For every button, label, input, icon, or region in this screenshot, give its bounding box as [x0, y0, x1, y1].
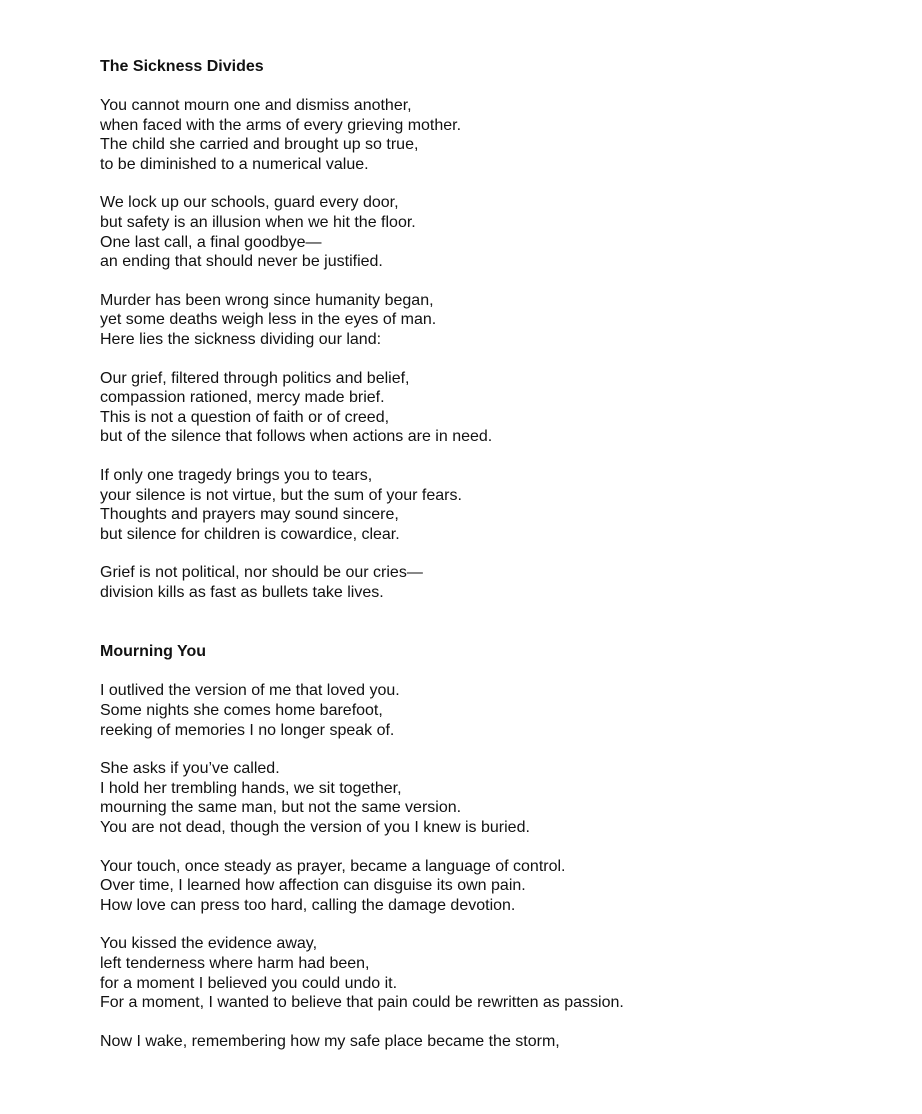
- stanza: [100, 934, 900, 1012]
- stanza: [100, 369, 900, 447]
- poem-line: We lock up our schools, guard every door,: [100, 194, 399, 212]
- poem-line: an ending that should never be justified.: [100, 253, 383, 271]
- poem-line: I outlived the version of me that loved you.: [100, 682, 400, 700]
- poem-line: Murder has been wrong since humanity began,: [100, 291, 434, 309]
- poem-title: The Sickness Divides: [100, 58, 264, 75]
- poem-line: Some nights she comes home barefoot,: [100, 702, 383, 720]
- poem-line: Your touch, once steady as prayer, became a language of control.: [100, 857, 566, 875]
- poem-line: to be diminished to a numerical value.: [100, 155, 369, 173]
- poem-line: when faced with the arms of every grieving mother.: [100, 116, 462, 134]
- poem-line: your silence is not virtue, but the sum of your fears.: [100, 486, 462, 504]
- poem-line: You are not dead, though the version of you I knew is buried.: [100, 819, 530, 837]
- stanza: [100, 466, 900, 544]
- poem-line: For a moment, I wanted to believe that pain could be rewritten as passion.: [100, 994, 624, 1012]
- poem-line: Over time, I learned how affection can disguise its own pain.: [100, 877, 526, 895]
- poem-line: Our grief, filtered through politics and belief,: [100, 369, 410, 387]
- poem-line: She asks if you’ve called.: [100, 760, 280, 778]
- document-page: [100, 57, 900, 1070]
- stanza: [100, 1032, 900, 1052]
- poem-mourning-you: [100, 642, 900, 1051]
- poem-line: If only one tragedy brings you to tears,: [100, 466, 373, 484]
- poem-line: This is not a question of faith or of creed,: [100, 408, 390, 426]
- stanza: [100, 291, 900, 350]
- stanza: [100, 759, 900, 837]
- stanza: [100, 563, 900, 602]
- poem-line: but of the silence that follows when actions are in need.: [100, 428, 493, 446]
- poem-line: left tenderness where harm had been,: [100, 955, 370, 972]
- poem-line: division kills as fast as bullets take lives.: [100, 583, 384, 601]
- poem-line: but safety is an illusion when we hit the floor.: [100, 213, 416, 231]
- poem-line: mourning the same man, but not the same version.: [100, 799, 462, 817]
- stanza: [100, 857, 900, 916]
- poem-line: The child she carried and brought up so true,: [100, 136, 419, 154]
- stanza: [100, 193, 900, 271]
- poem-line: How love can press too hard, calling the damage devotion.: [100, 896, 516, 914]
- poem-line: yet some deaths weigh less in the eyes of man.: [100, 311, 437, 329]
- poem-line: reeking of memories I no longer speak of.: [100, 721, 395, 739]
- stanza: [100, 96, 900, 174]
- poem-line: Thoughts and prayers may sound sincere,: [100, 506, 399, 524]
- poem-the-sickness-divides: [100, 57, 900, 602]
- poem-line: but silence for children is cowardice, clear.: [100, 525, 400, 543]
- poem-line: You cannot mourn one and dismiss another,: [100, 97, 412, 114]
- poem-line: compassion rationed, mercy made brief.: [100, 389, 385, 407]
- poem-line: One last call, a final goodbye—: [100, 233, 322, 251]
- poem-line: for a moment I believed you could undo it.: [100, 974, 398, 992]
- poem-line: Now I wake, remembering how my safe place became the storm,: [100, 1032, 560, 1050]
- poem-line: Grief is not political, nor should be our cries—: [100, 564, 423, 582]
- poem-line: Here lies the sickness dividing our land:: [100, 330, 382, 348]
- poem-line: You kissed the evidence away,: [100, 935, 318, 953]
- poem-title: Mourning You: [100, 643, 207, 661]
- poem-line: I hold her trembling hands, we sit together,: [100, 779, 402, 797]
- stanza: [100, 681, 900, 740]
